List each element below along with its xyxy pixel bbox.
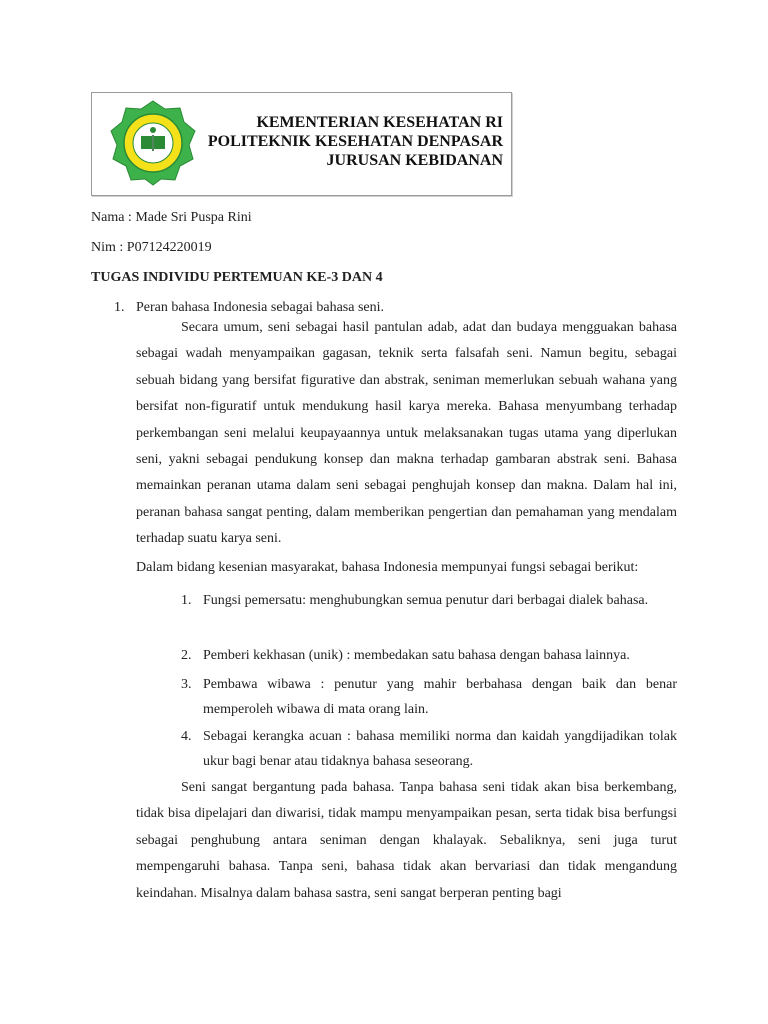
list-item: [181, 724, 677, 774]
paragraph-2: [136, 775, 677, 907]
paragraph-2-text: Seni sangat bergantung pada bahasa. Tanpa bahasa seni tidak akan bisa berkembang, tidak bisa dipelajari dan diwarisi, tidak mampu menyampaikan pesan, serta tidak bisa berfungsi sebagai penghubung antara seniman dengan khalayak. Sebaliknya, seni juga turut mempengaruhi bahasa. Tanpa seni, bahasa tidak akan bervariasi dan tidak mengandung keindahan. Misalnya dalam bahasa sastra, seni sangat berperan penting bagi: [136, 780, 677, 901]
institution-logo-icon: [109, 99, 197, 187]
paragraph-1: [136, 315, 677, 553]
task-title: TUGAS INDIVIDU PERTEMUAN KE-3 DAN 4: [91, 270, 383, 285]
student-nim: Nim : P07124220019: [91, 240, 212, 255]
list-item: [181, 672, 677, 722]
list-item-number: 2.: [181, 648, 192, 663]
list-item: [181, 587, 677, 635]
list-item: [181, 645, 677, 667]
letterhead: [91, 92, 512, 196]
student-name: Nama : Made Sri Puspa Rini: [91, 210, 252, 225]
list-item-text: Pembawa wibawa : penutur yang mahir berbahasa dengan baik dan benar memperoleh wibawa di mata orang lain.: [203, 677, 677, 717]
item-number: 1.: [114, 300, 125, 315]
institution-name: [208, 113, 503, 170]
functions-intro: Dalam bidang kesenian masyarakat, bahasa Indonesia mempunyai fungsi sebagai berikut:: [136, 560, 639, 575]
paragraph-1-text: Secara umum, seni sebagai hasil pantulan adab, adat dan budaya mengguakan bahasa sebagai wadah menyampaikan gagasan, teknik serta falsafah seni. Namun begitu, sebagai sebuah bidang yang bersifat figurative dan abstrak, seniman memerlukan sebuah wahana yang bersifat non-figuratif untuk mendukung hasil karya mereka. Bahasa menyumbang terhadap perkembangan seni melalui keupayaannya untuk melaksanakan tugas utama yang diperlukan seni, yakni sebagai pendukung konsep dan makna terhadap gambaran abstrak seni. Bahasa memainkan peranan utama dalam seni sebagai penghujah konsep dan makna. Dalam hal ini, peranan bahasa sangat penting, dalam memberikan pengertian dan pemahaman yang mendalam terhadap suatu karya seni.: [136, 320, 677, 547]
ministry-line: KEMENTERIAN KESEHATAN RI: [256, 114, 503, 131]
polytechnic-line: POLITEKNIK KESEHATAN DENPASAR: [207, 133, 503, 150]
list-item-number: 4.: [181, 729, 192, 744]
list-item-number: 3.: [181, 677, 192, 692]
list-item-number: 1.: [181, 593, 192, 608]
list-item-text: Pemberi kekhasan (unik) : membedakan satu bahasa dengan bahasa lainnya.: [203, 648, 630, 663]
item-heading: Peran bahasa Indonesia sebagai bahasa seni.: [136, 300, 385, 315]
list-item-text: Fungsi pemersatu: menghubungkan semua penutur dari berbagai dialek bahasa.: [203, 593, 649, 608]
list-item-text: Sebagai kerangka acuan : bahasa memiliki norma dan kaidah yangdijadikan tolak ukur bagi benar atau tidaknya bahasa seseorang.: [203, 729, 677, 769]
department-line: JURUSAN KEBIDANAN: [326, 152, 503, 169]
